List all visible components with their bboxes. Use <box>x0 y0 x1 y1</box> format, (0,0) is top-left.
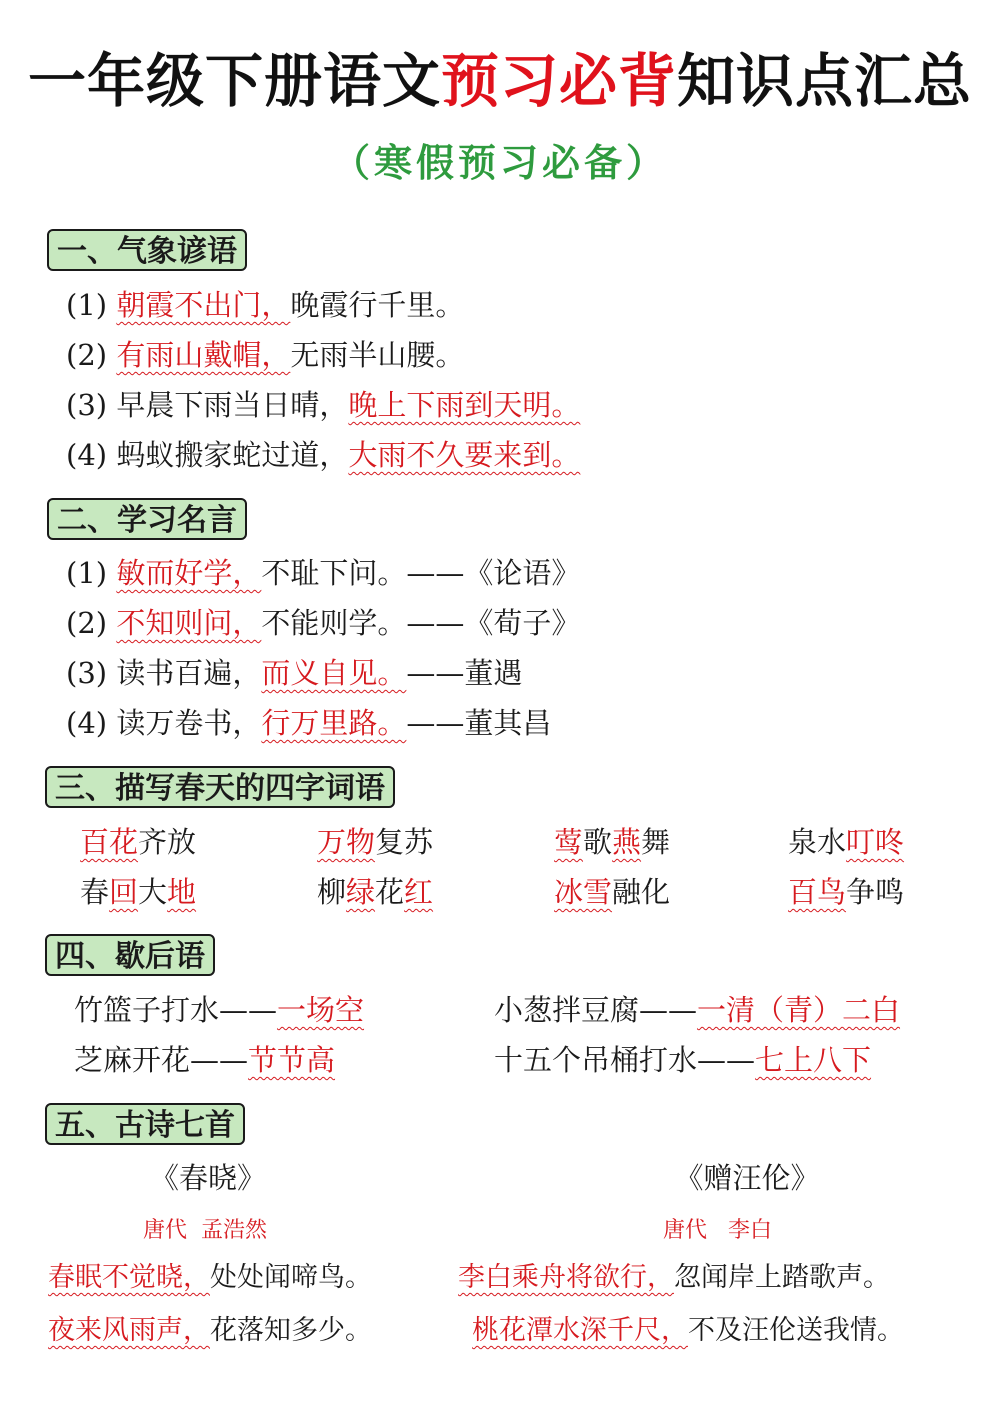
poem-title-2: 《赠汪伦》 <box>674 1161 820 1195</box>
xiehouyu-2: 小葱拌豆腐——一清（青）二白 <box>494 993 901 1027</box>
poem-line-1-1: 春眠不觉晓，处处闻啼鸟。 <box>48 1262 372 1293</box>
spring-word-7: 冰雪融化 <box>554 875 671 909</box>
section-heading-4: 四、歇后语 <box>45 934 215 976</box>
proverb-line-4: (4) 蚂蚁搬家蛇过道，大雨不久要来到。 <box>66 438 581 472</box>
proverb-line-1: (1) 朝霞不出门，晚霞行千里。 <box>66 288 465 322</box>
page-title <box>0 34 1000 118</box>
spring-word-6: 柳绿花红 <box>317 875 434 909</box>
section-heading-3: 三、描写春天的四字词语 <box>45 766 395 808</box>
poem-title-1: 《春晓》 <box>149 1161 266 1195</box>
title-part-1: 一年级下册语文 <box>27 47 441 115</box>
section-heading-5: 五、古诗七首 <box>45 1103 245 1145</box>
poem-line-2-1: 李白乘舟将欲行，忽闻岸上踏歌声。 <box>458 1262 890 1293</box>
quote-line-3: (3) 读书百遍，而义自见。——董遇 <box>66 656 523 690</box>
spring-word-4: 泉水叮咚 <box>788 825 905 859</box>
proverb-line-2: (2) 有雨山戴帽，无雨半山腰。 <box>66 338 465 372</box>
subtitle: （寒假预习必备） <box>331 140 668 185</box>
xiehouyu-3: 芝麻开花——节节高 <box>74 1043 336 1077</box>
title-highlight: 预习必背 <box>440 47 677 115</box>
poem-line-1-2: 夜来风雨声，花落知多少。 <box>48 1315 372 1346</box>
quote-line-2: (2) 不知则问，不能则学。——《荀子》 <box>66 606 581 640</box>
proverb-line-3: (3) 早晨下雨当日晴，晚上下雨到天明。 <box>66 388 581 422</box>
xiehouyu-4: 十五个吊桶打水——七上八下 <box>494 1043 872 1077</box>
poem-line-2-2: 桃花潭水深千尺，不及汪伦送我情。 <box>472 1315 904 1346</box>
section-heading-2: 二、学习名言 <box>47 498 247 540</box>
section-heading-1: 一、气象谚语 <box>47 229 247 271</box>
spring-word-2: 万物复苏 <box>317 825 434 859</box>
spring-word-5: 春回大地 <box>80 875 197 909</box>
spring-word-8: 百鸟争鸣 <box>788 875 905 909</box>
spring-word-3: 莺歌燕舞 <box>554 825 671 859</box>
title-part-3: 知识点汇总 <box>677 47 973 115</box>
quote-line-1: (1) 敏而好学，不耻下问。——《论语》 <box>66 556 581 590</box>
xiehouyu-1: 竹篮子打水——一场空 <box>74 993 365 1027</box>
poem-author-1: 唐代 孟浩然 <box>143 1218 268 1243</box>
poem-author-2: 唐代 李白 <box>663 1218 773 1243</box>
spring-word-1: 百花齐放 <box>80 825 197 859</box>
quote-line-4: (4) 读万卷书，行万里路。——董其昌 <box>66 706 552 740</box>
